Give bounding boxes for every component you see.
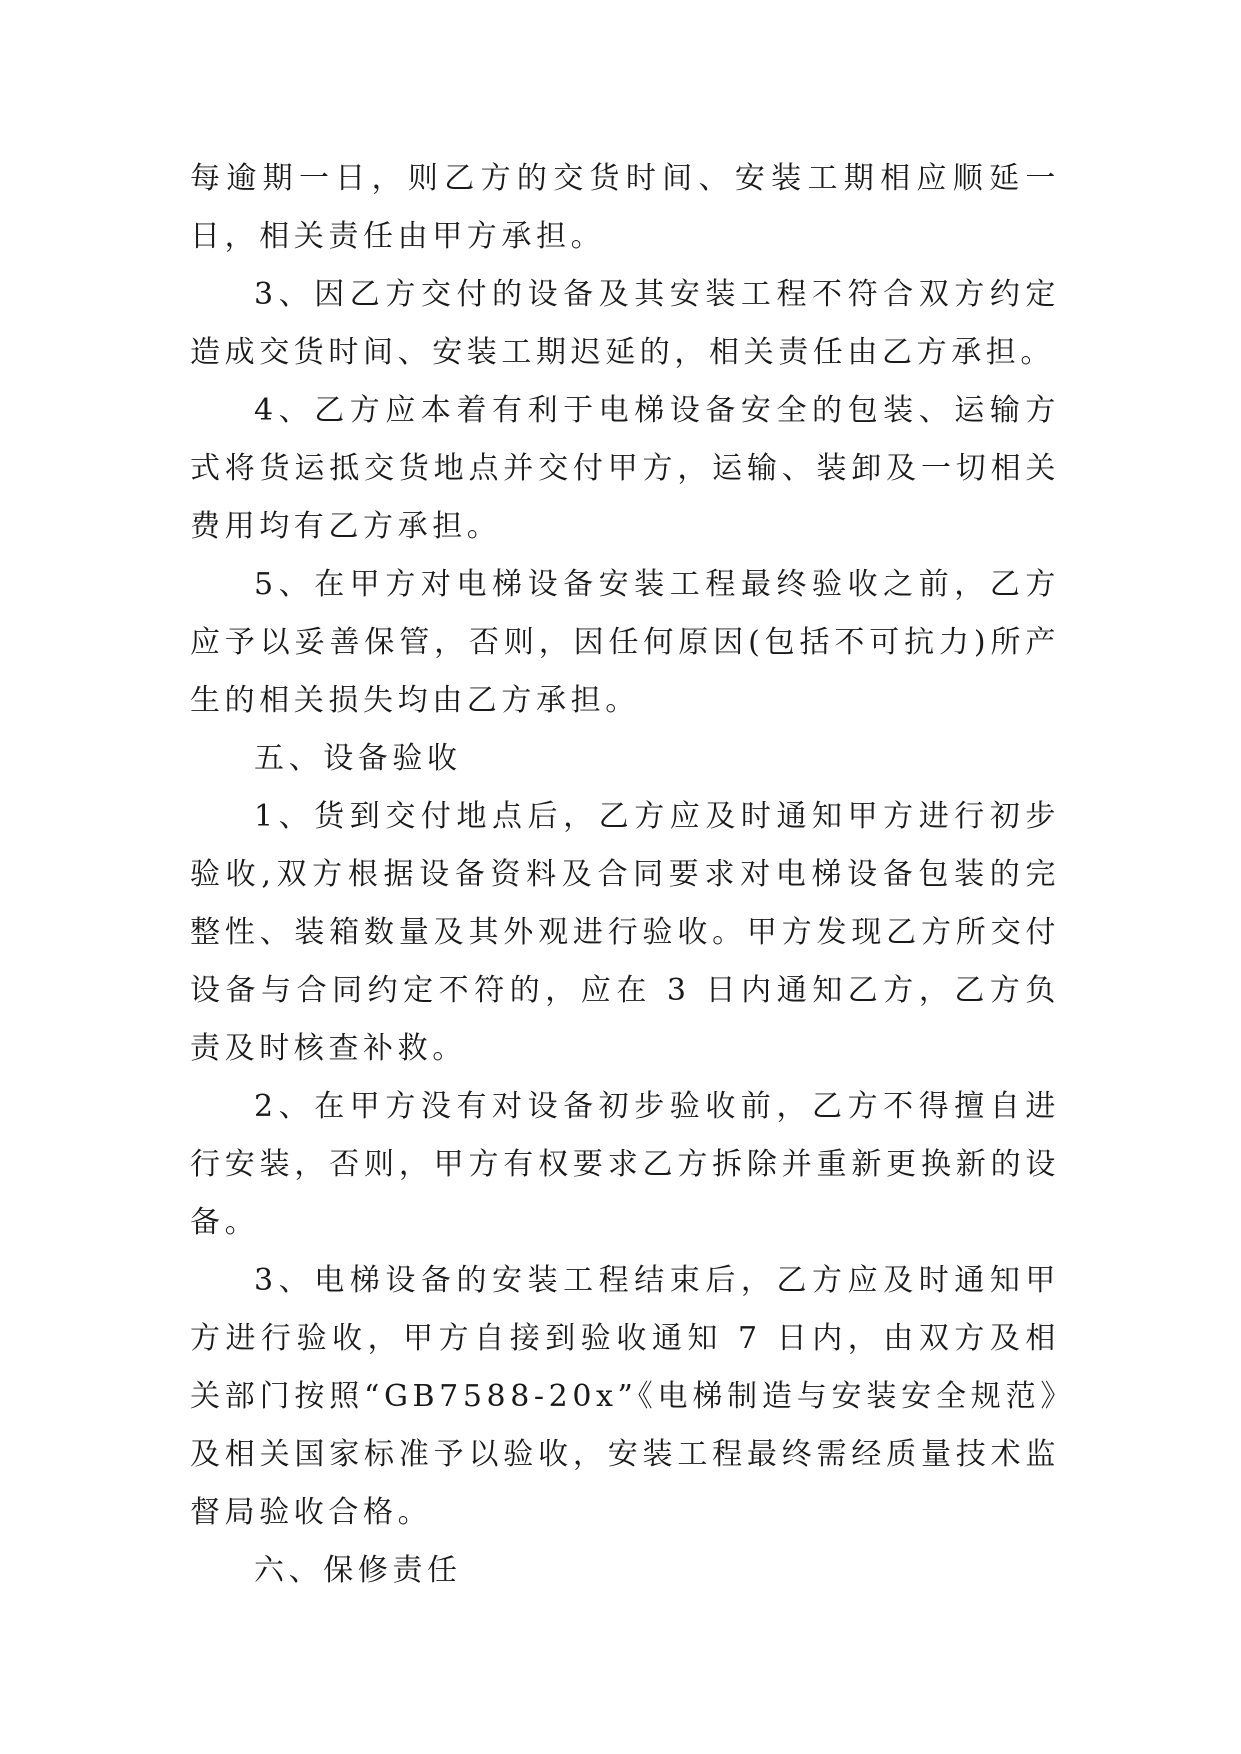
paragraph-clause-4-4: 4、乙方应本着有利于电梯设备安全的包装、运输方式将货运抵交货地点并交付甲方，运输、装卸及一切相关费用均有乙方承担。: [190, 393, 1060, 544]
document-body: [190, 150, 1060, 1600]
section-heading-5: 五、设备验收: [254, 741, 462, 776]
paragraph-clause-5-3: 3、电梯设备的安装工程结束后，乙方应及时通知甲方进行验收，甲方自接到验收通知 7 日内，由双方及相关部门按照“GB7588-20x”《电梯制造与安装安全规范》及相关国家标准予以验收，安装工程最终需经质量技术监督局验收合格。: [190, 1263, 1060, 1530]
paragraph-clause-4-5: 5、在甲方对电梯设备安装工程最终验收之前，乙方应予以妥善保管，否则，因任何原因(包括不可抗力)所产生的相关损失均由乙方承担。: [190, 567, 1060, 718]
paragraph-clause-4-3: 3、因乙方交付的设备及其安装工程不符合双方约定造成交货时间、安装工期迟延的，相关责任由乙方承担。: [190, 277, 1060, 370]
paragraph-clause-5-1: 1、货到交付地点后，乙方应及时通知甲方进行初步验收,双方根据设备资料及合同要求对电梯设备包装的完整性、装箱数量及其外观进行验收。甲方发现乙方所交付设备与合同约定不符的，应在 3 日内通知乙方，乙方负责及时核查补救。: [190, 799, 1060, 1066]
paragraph-continuation: 每逾期一日，则乙方的交货时间、安装工期相应顺延一日，相关责任由甲方承担。: [190, 161, 1060, 254]
section-heading-6: 六、保修责任: [254, 1553, 462, 1588]
paragraph-clause-5-2: 2、在甲方没有对设备初步验收前，乙方不得擅自进行安装，否则，甲方有权要求乙方拆除并重新更换新的设备。: [190, 1089, 1060, 1240]
